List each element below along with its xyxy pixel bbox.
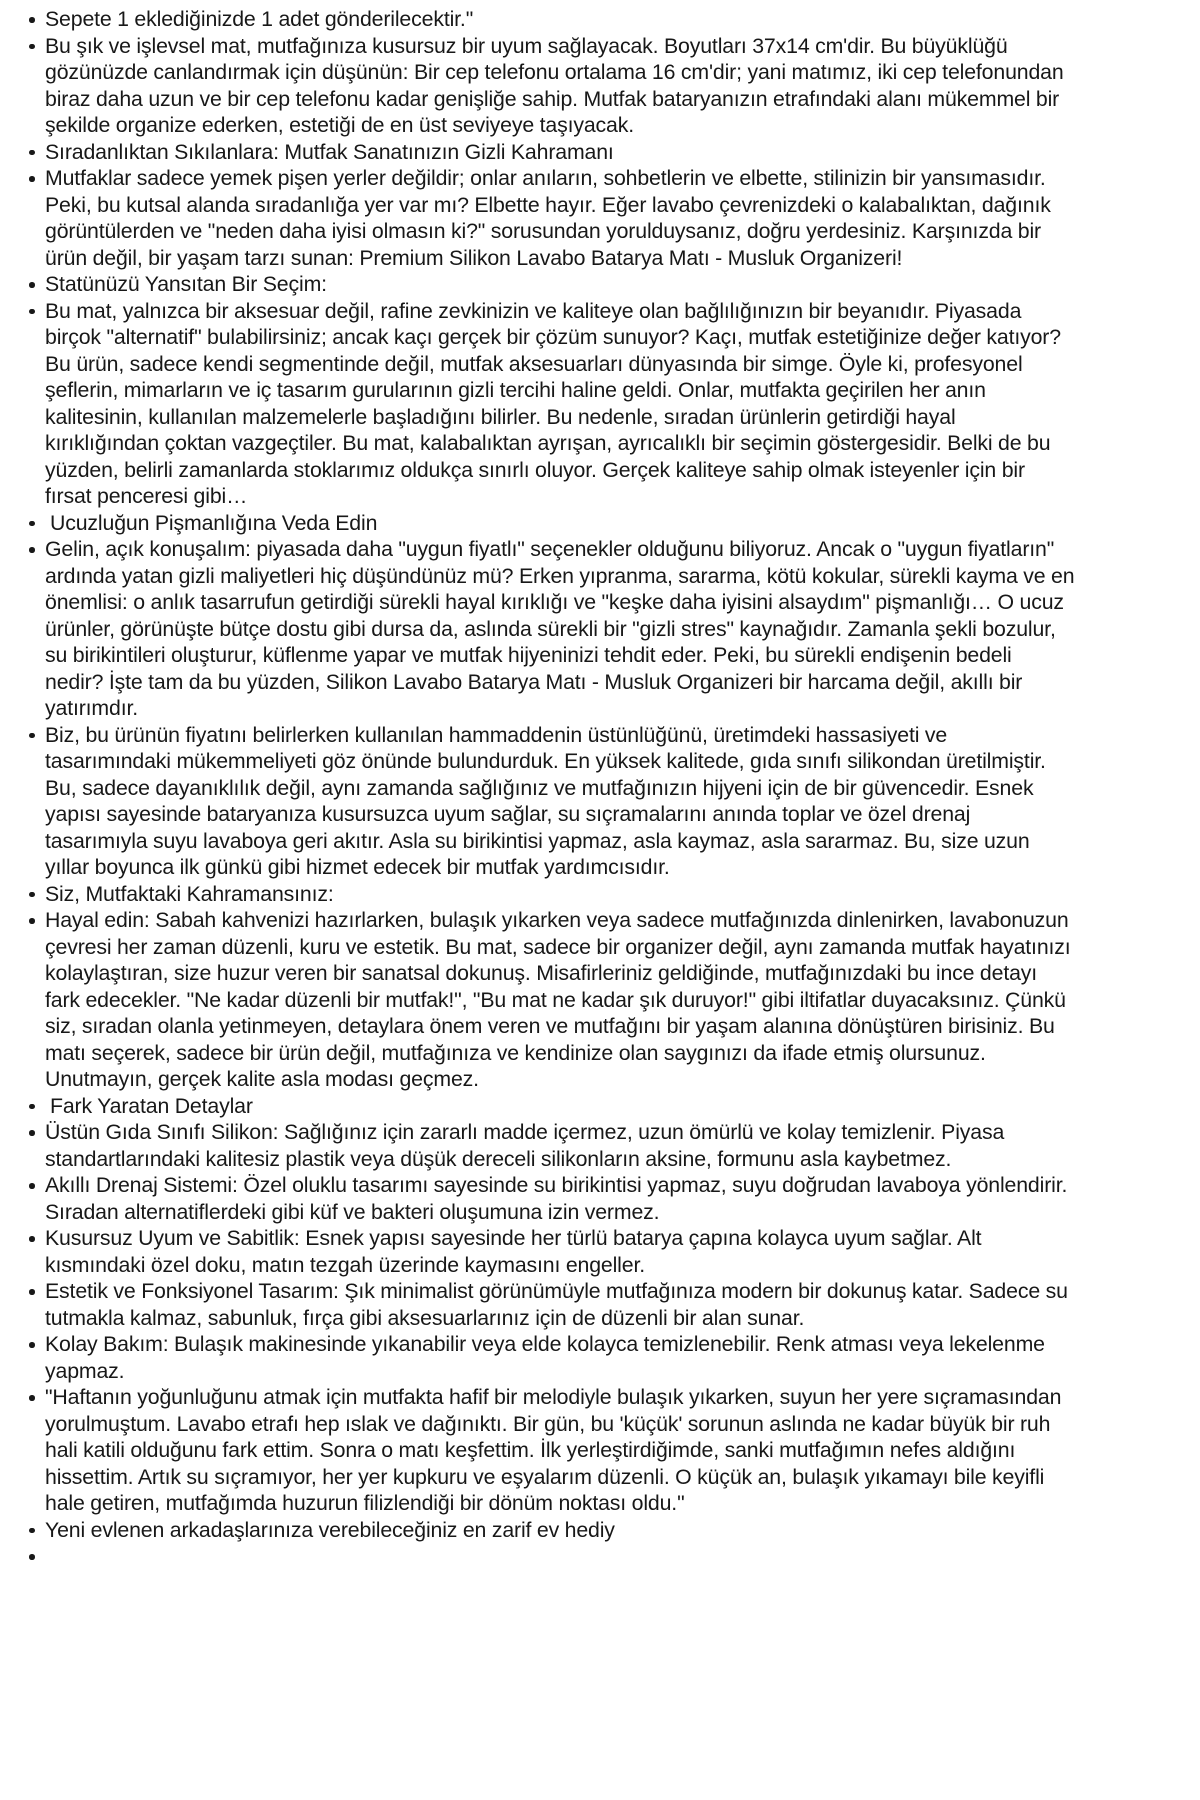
list-item-text: Fark Yaratan Detaylar [50,1093,253,1118]
list-item [8,298,1192,510]
list-item [8,1119,1192,1172]
list-item [8,1225,1192,1278]
list-item-text: Gelin, açık konuşalım: piyasada daha "uygun fiyatlı" seçenekler olduğunu biliyoruz. Ancak o "uygun fiyatların" ardında yatan gizli maliyetleri hiç düşündünüz mü? Erken yıpranma, sararma, kötü kokular, sürekli kayma ve en önemlisi: o anlık tasarrufun getirdiği sürekli hayal kırıklığı ve "keşke daha iyisini alsaydım" pişmanlığı… O ucuz ürünler, görünüşte bütçe dostu gibi dursa da, aslında sürekli bir "gizli stres" kaynağıdır. Zamanla şekli bozulur, su birikintileri oluşturur, küflenme yapar ve mutfak hijyeninizi tehdit eder. Peki, bu sürekli endişenin bedeli nedir? İşte tam da bu yüzden, Silikon Lavabo Batarya Matı - Musluk Organizeri bir harcama değil, akıllı bir yatırımdır. [45,537,1075,720]
list-item-text: Siz, Mutfaktaki Kahramansınız: [45,881,334,906]
list-item-text: Akıllı Drenaj Sistemi: Özel oluklu tasarımı sayesinde su birikintisi yapmaz, suyu doğrudan lavaboya yönlendirir. Sıradan alternatiflerdeki gibi küf ve bakteri oluşumuna izin vermez. [45,1173,1068,1224]
list-item-text: Üstün Gıda Sınıfı Silikon: Sağlığınız için zararlı madde içermez, uzun ömürlü ve kolay temizlenir. Piyasa standartlarındaki kalitesiz plastik veya düşük dereceli silikonların aksine, formunu asla kaybetmez. [45,1120,1005,1171]
list-item [8,139,1192,166]
list-item-text: Mutfaklar sadece yemek pişen yerler değildir; onlar anıların, sohbetlerin ve elbette, stilinizin bir yansımasıdır. Peki, bu kutsal alanda sıradanlığa yer var mı? Elbette hayır. Eğer lavabo çevrenizdeki o kalabalıktan, dağınık görüntülerden ve "neden daha iyisi olmasın ki?" sorusundan yorulduysanız, doğru yerdesiniz. Karşınızda bir ürün değil, bir yaşam tarzı sunan: Premium Silikon Lavabo Batarya Matı - Musluk Organizeri! [45,166,1051,270]
list-item-text: "Haftanın yoğunluğunu atmak için mutfakta hafif bir melodiyle bulaşık yıkarken, suyun her yere sıçramasından yorulmuştum. Lavabo etrafı hep ıslak ve dağınıktı. Bir gün, bu 'küçük' sorunun aslında ne kadar büyük bir ruh hali katili olduğunu fark ettim. Sonra o matı keşfettim. İlk yerleştirdiğimde, sanki mutfağımın nefes aldığını hissettim. Artık su sıçramıyor, her yer kupkuru ve eşyalarım düzenli. O küçük an, bulaşık yıkamayı bile keyifli hale getiren, mutfağımda huzurun filizlendiği bir dönüm noktası oldu." [45,1385,1062,1515]
list-item-text: Sepete 1 eklediğinizde 1 adet gönderilecektir." [45,7,474,31]
list-item [8,907,1192,1093]
list-item-text: Sıradanlıktan Sıkılanlara: Mutfak Sanatınızın Gizli Kahramanı [45,139,614,164]
list-item-text: Kolay Bakım: Bulaşık makinesinde yıkanabilir veya elde kolayca temizlenebilir. Renk atması veya lekelenme yapmaz. [45,1332,1045,1383]
list-item-text: Hayal edin: Sabah kahvenizi hazırlarken, bulaşık yıkarken veya sadece mutfağınızda dinlenirken, lavabonuzun çevresi her zaman düzenli, kuru ve estetik. Bu mat, sadece bir organizer değil, aynı zamanda mutfak hayatınızı kolaylaştıran, size huzur veren bir sanatsal dokunuş. Misafirleriniz geldiğinde, mutfağınızdaki bu ince detayı fark edecekler. "Ne kadar düzenli bir mutfak!", "Bu mat ne kadar şık duruyor!" gibi iltifatlar duyacaksınız. Çünkü siz, sıradan olanla yetinmeyen, detaylara önem veren ve mutfağını bir yaşam alanına dönüştüren birisiniz. Bu matı seçerek, sadece bir ürün değil, mutfağınıza ve kendinize olan saygınızı da ifade etmiş olursunuz. Unutmayın, gerçek kalite asla modası geçmez. [45,908,1071,1091]
list-item [8,165,1192,271]
list-item [8,1517,1192,1544]
list-item-text: Kusursuz Uyum ve Sabitlik: Esnek yapısı sayesinde her türlü batarya çapına kolayca uyum sağlar. Alt kısmındaki özel doku, matın tezgah üzerinde kaymasını engeller. [45,1226,982,1277]
list-item-text: Bu mat, yalnızca bir aksesuar değil, rafine zevkinizin ve kaliteye olan bağlılığınızın bir beyanıdır. Piyasada birçok "alternatif" bulabilirsiniz; ancak kaçı gerçek bir çözüm sunuyor? Kaçı, mutfak estetiğinize değer katıyor? Bu ürün, sadece kendi segmentinde değil, mutfak aksesuarları dünyasında bir simge. Öyle ki, profesyonel şeflerin, mimarların ve iç tasarım gurularının gizli tercihi haline geldi. Onlar, mutfakta geçirilen her anın kalitesinin, kullanılan malzemelerle başladığını bilirler. Bu nedenle, sıradan ürünlerin getirdiği hayal kırıklığından çoktan vazgeçtiler. Bu mat, kalabalıktan ayrışan, ayrıcalıklı bir seçimin göstergesidir. Belki de bu yüzden, belirli zamanlarda stoklarımız oldukça sınırlı oluyor. Gerçek kaliteye sahip olmak isteyenler için bir fırsat penceresi gibi… [45,298,1061,508]
product-description-bullet-list [8,6,1192,1570]
list-item [8,1384,1192,1517]
list-item [8,1172,1192,1225]
list-item [8,1543,1192,1570]
list-item-text: Yeni evlenen arkadaşlarınıza verebileceğiniz en zarif ev hediy [45,1517,615,1542]
list-item [8,536,1192,722]
list-item-text: Estetik ve Fonksiyonel Tasarım: Şık minimalist görünümüyle mutfağınıza modern bir dokunuş katar. Sadece su tutmakla kalmaz, sabunluk, fırça gibi aksesuarlarınız için de düzenli bir alan sunar. [45,1279,1068,1330]
list-item [8,722,1192,881]
list-item-text: Biz, bu ürünün fiyatını belirlerken kullanılan hammaddenin üstünlüğünü, üretimdeki hassasiyeti ve tasarımındaki mükemmeliyeti göz önünde bulundurduk. En yüksek kalitede, gıda sınıfı silikondan üretilmiştir. Bu, sadece dayanıklılık değil, aynı zamanda sağlığınız ve mutfağınızın hijyeni için de bir güvencedir. Esnek yapısı sayesinde bataryanıza kusursuzca uyum sağlar, su sıçramalarını anında toplar ve özel drenaj tasarımıyla suyu lavaboya geri akıtır. Asla su birikintisi yapmaz, asla kaymaz, asla sararmaz. Bu, size uzun yıllar boyunca ilk günkü gibi hizmet edecek bir mutfak yardımcısıdır. [45,722,1046,879]
list-item [8,271,1192,298]
list-item [8,510,1192,537]
list-item [8,6,1192,33]
list-item-text: Ucuzluğun Pişmanlığına Veda Edin [50,510,378,535]
list-item-text: Statünüzü Yansıtan Bir Seçim: [45,272,327,296]
list-item [8,1278,1192,1331]
list-item [8,1093,1192,1120]
list-item [8,33,1192,139]
list-item [8,1331,1192,1384]
list-item-text: Bu şık ve işlevsel mat, mutfağınıza kusursuz bir uyum sağlayacak. Boyutları 37x14 cm'dir. Bu büyüklüğü gözünüzde canlandırmak için düşünün: Bir cep telefonu ortalama 16 cm'dir; yani matımız, iki cep telefonundan biraz daha uzun ve bir cep telefonu kadar genişliğe sahip. Mutfak bataryanızın etrafındaki alanı mükemmel bir şekilde organize ederken, estetiği de en üst seviyeye taşıyacak. [45,33,1064,137]
list-item [8,881,1192,908]
